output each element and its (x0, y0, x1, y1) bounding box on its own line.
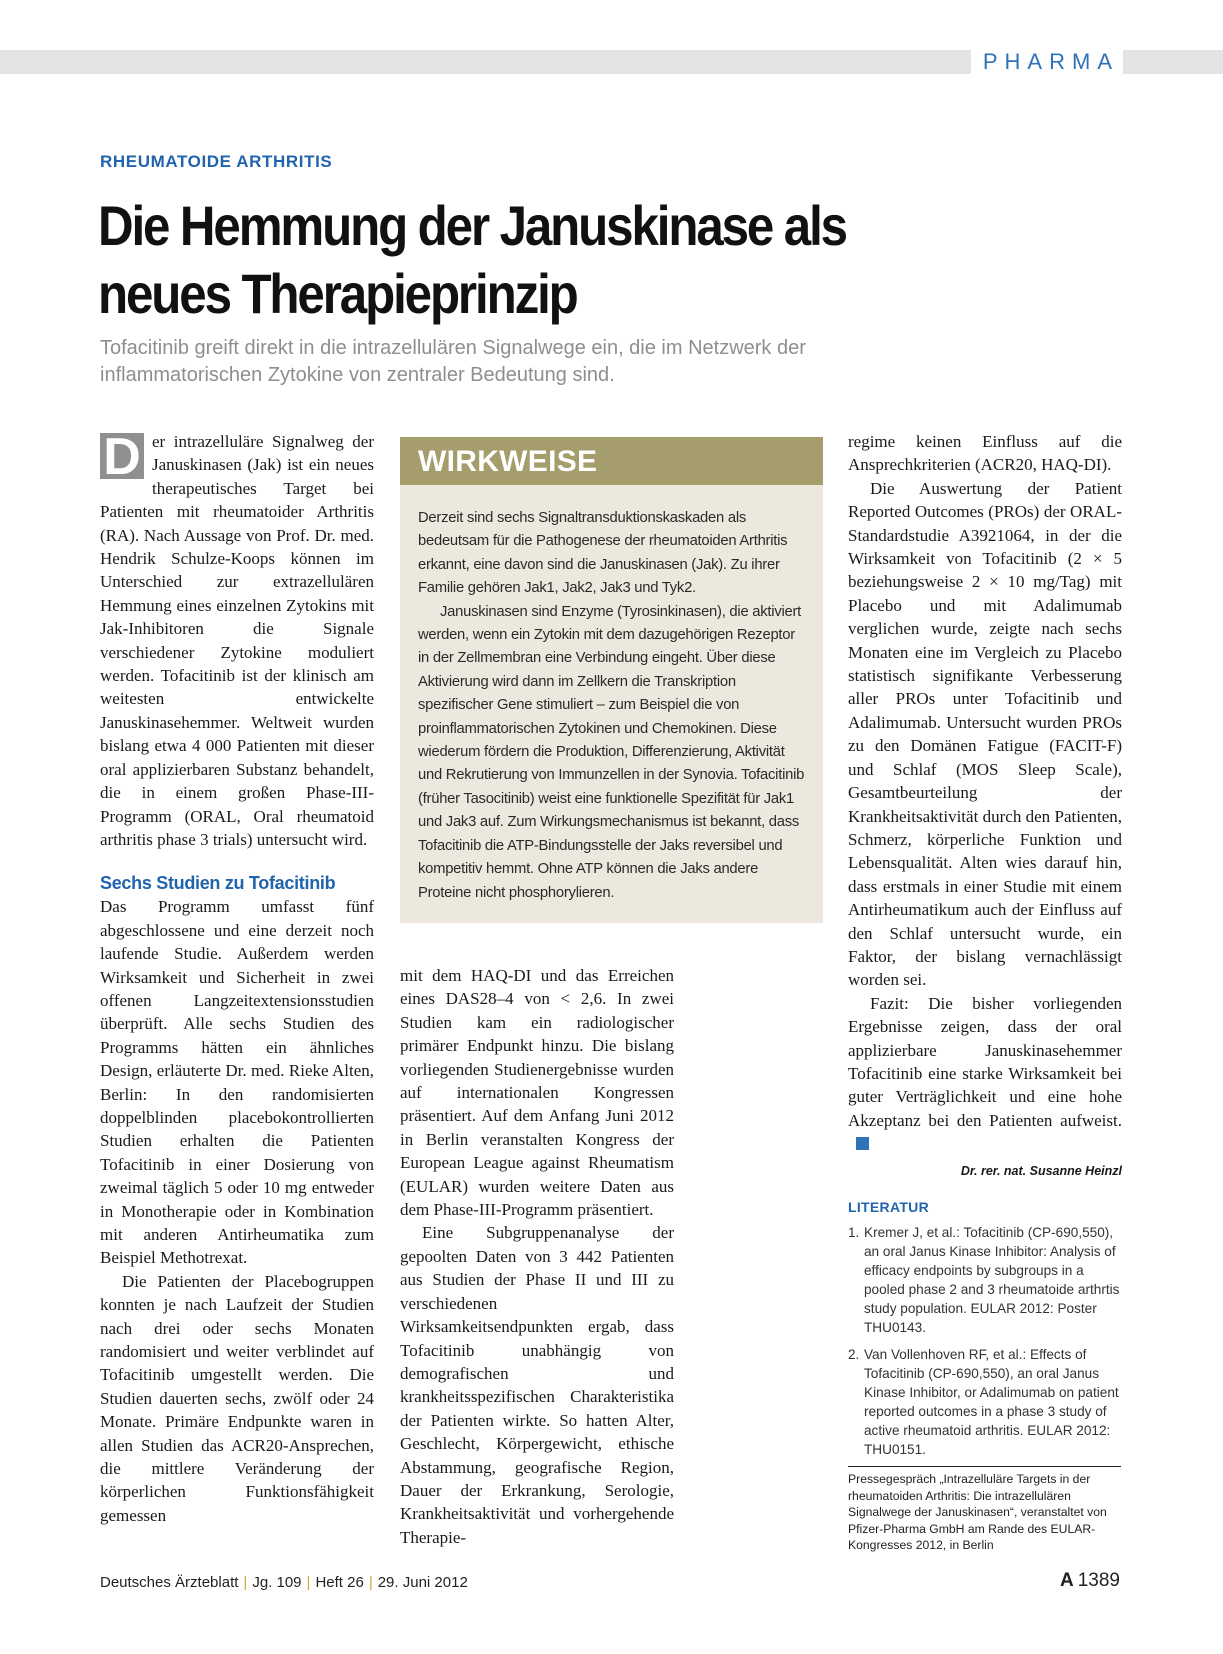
page-prefix: A (1059, 1570, 1074, 1591)
text-column-1 (100, 430, 374, 1527)
article-kicker: RHEUMATOIDE ARTHRITIS (100, 152, 333, 171)
section-subheading: Sechs Studien zu Tofacitinib (100, 873, 336, 894)
body-paragraph: Das Programm umfasst fünf abgeschlossene und eine derzeit noch laufende Studie. Außerdem werden Wirksamkeit und Sicherheit in zwei offenen Langzeitextensionsstudien überprüft. Alle sechs Studien des Programms hätten ein ähnliches Design, erläuterte Dr. med. Rieke Alten, Berlin: In den randomisierten doppelblinden placebokontrollierten Studien erhalten die Patienten Tofacitinib in einer Dosierung von zweimal täglich 5 oder 10 mg entweder in Monotherapie oder in Kombination mit anderen Antirheumatika zum Beispiel Methotrexat. (100, 897, 374, 1268)
body-paragraph: Die Patienten der Placebogruppen konnten je nach Laufzeit der Studien nach drei oder sechs Monaten randomisiert und weiter verblindet auf Tofacitinib umgestellt werden. Die Studien dauerten sechs, zwölf oder 24 Monate. Primäre Endpunkte waren in allen Studien das ACR20-Ansprechen, die mittlere Veränderung der körperlichen Funktionsfähigkeit gemessen (100, 1271, 374, 1525)
literature-text: Kremer J, et al.: Tofacitinib (CP-690,550), an oral Janus Kinase Inhibitor: Analysis of efficacy endpoints by subgroups in a pooled phase 2 and 3 rheumatoide arthrtis study population. EULAR 2012: Poster THU0143. (864, 1225, 1120, 1335)
journal-issue: Heft 26 (315, 1574, 364, 1591)
body-paragraph: mit dem HAQ-DI und das Erreichen eines DAS28–4 von < 2,6. In zwei Studien kam ein radiologischer primärer Endpunkt hinzu. Die bislang vorliegenden Studienergebnisse wurden auf internationalen Kongressen präsentiert. Auf dem Anfang Juni 2012 in Berlin veranstalten Kongress der European League against Rheumatism (EULAR) wurden weitere Daten aus dem Phase-III-Programm präsentiert. (400, 966, 674, 1220)
text-column-3 (848, 430, 1122, 1183)
literature-item (848, 1345, 1120, 1459)
literature-number: 1. (848, 1225, 860, 1240)
drop-cap: D (100, 433, 144, 479)
article-title: Die Hemmung der Januskinase als neues Therapieprinzip (98, 194, 846, 325)
literature-list (848, 1223, 1120, 1467)
footer-separator: | (306, 1574, 311, 1591)
literature-heading: LITERATUR (848, 1199, 929, 1215)
body-paragraph: regime keinen Einfluss auf die Ansprechkriterien (ACR20, HAQ-DI). (848, 432, 1122, 475)
footer-separator: | (368, 1574, 373, 1591)
section-label: PHARMA (971, 48, 1123, 76)
intro-text: er intrazelluläre Signalweg der Januskinasen (Jak) ist ein neues therapeutisches Target bei Patienten mit rheumatoider Arthritis (RA). Nach Aussage von Prof. Dr. med. Hendrik Schulze-Koops können im Unterschied zur extrazellulären Hemmung eines einzelnen Zytokins mit Jak-Inhibitoren die Signale verschiedener Zytokine moduliert werden. Tofacitinib ist der klinisch am weitesten entwickelte Januskinasehemmer. Weltweit wurden bislang etwa 4 000 Patienten mit dieser oral applizierbaren Substanz behandelt, die in einem großen Phase-III-Programm (ORAL, Oral rheumatoid arthritis phase 3 trials) untersucht wird. (100, 432, 374, 849)
info-box-paragraph: Januskinasen sind Enzyme (Tyrosinkinasen), die aktiviert werden, wenn ein Zytokin mit dem dazugehörigen Rezeptor in der Zellmembran eine Verbindung eingeht. Über diese Aktivierung wird dann im Zellkern die Transkription spezifischer Gene stimuliert – zum Beispiel die von proinflammatorischen Zytokinen und Chemokinen. Diese wiederum fördern die Produktion, Differenzierung, Aktivität und Rekrutierung von Immunzellen in der Synovia. Tofacitinib (früher Tasocitinib) weist eine funktionelle Spezifität für Jak1 und Jak3 auf. Zum Wirkungsmechanismus ist bekannt, dass Tofacitinib die ATP-Bindungsstelle der Jaks reversibel und kompetitiv hemmt. Ohne ATP können die Jaks andere Proteine nicht phosphorylieren. (418, 603, 805, 901)
press-note: Pressegespräch „Intrazelluläre Targets in der rheumatoiden Arthritis: Die intrazellulären Signalwege der Januskinasen“, veranstaltet von Pfizer-Pharma GmbH am Rande des EULAR-Kongresses 2012, in Berlin (848, 1466, 1121, 1554)
literature-item (848, 1223, 1120, 1337)
author-byline: Dr. rer. nat. Susanne Heinzl (960, 1163, 1122, 1178)
info-box-paragraph: Derzeit sind sechs Signaltransduktionskaskaden als bedeutsam für die Pathogenese der rheumatoiden Arthritis erkannt, eine davon sind die Januskinasen (Jak). Zu ihrer Familie gehören Jak1, Jak2, Jak3 und Tyk2. (418, 510, 788, 597)
intro-paragraph (100, 430, 374, 851)
literature-text: Van Vollenhoven RF, et al.: Effects of Tofacitinib (CP-690,550), an oral Janus Kinase Inhibitor, or Adalimumab on patient reported outcomes in a phase 3 study of active rheumatoid arthritis. EULAR 2012: THU0151. (864, 1347, 1119, 1457)
info-box-body (400, 485, 823, 905)
info-box-title: WIRKWEISE (400, 437, 823, 485)
journal-date: 29. Juni 2012 (377, 1574, 468, 1591)
end-mark-icon (856, 1137, 869, 1150)
page-number (1060, 1570, 1120, 1592)
journal-volume: Jg. 109 (252, 1574, 302, 1591)
body-paragraph: Die Auswertung der Patient Reported Outcomes (PROs) der ORAL-Standardstudie A3921064, in der die Wirksamkeit von Tofacitinib (2 × 5 beziehungsweise 2 × 10 mg/Tag) mit Placebo und mit Adalimumab verglichen wurde, zeigte nach sechs Monaten eine im Vergleich zu Placebo statistisch signifikante Verbesserung aller PROs unter Tofacitinib und Adalimumab. Untersucht wurden PROs zu den Domänen Fatigue (FACIT-F) und Schlaf (MOS Sleep Scale), Gesamtbeurteilung der Krankheitsaktivität durch den Patienten, Schmerz, körperliche Funktion und Lebensqualität. Alten wies darauf hin, dass erstmals in einer Studie mit einem Antirheumatikum auch der Einfluss auf den Schlaf untersucht wurde, ein Faktor, der bislang vernachlässigt worden sei. (848, 478, 1122, 990)
literature-number: 2. (848, 1347, 860, 1362)
journal-name: Deutsches Ärzteblatt (100, 1574, 239, 1591)
footer-separator: | (243, 1574, 248, 1591)
article-standfirst: Tofacitinib greift direkt in die intrazellulären Signalwege ein, die im Netzwerk der inflammatorischen Zytokine von zentraler Bedeutung sind. (100, 337, 806, 386)
info-box (400, 437, 823, 923)
page-number-value: 1389 (1077, 1570, 1120, 1591)
footer-citation (100, 1574, 468, 1591)
conclusion-text: Fazit: Die bisher vorliegenden Ergebnisse zeigen, dass der oral applizierbare Januskinasehemmer Tofacitinib eine starke Wirksamkeit bei guter Verträglichkeit und eine hohe Akzeptanz bei den Patienten aufweist. (848, 993, 1122, 1130)
conclusion-paragraph (848, 992, 1122, 1156)
body-paragraph: Eine Subgruppenanalyse der gepoolten Daten von 3 442 Patienten aus Studien der Phase II und III zu verschiedenen Wirksamkeitsendpunkten ergab, dass Tofacitinib unabhängig von demografischen und krankheitsspezifischen Charakteristika der Patienten wirkte. So hatten Alter, Geschlecht, Körpergewicht, ethische Abstammung, geografische Region, Dauer der Erkrankung, Serologie, Krankheitsaktivität und vorhergehende Therapie- (400, 1223, 674, 1547)
text-column-2 (400, 964, 674, 1549)
